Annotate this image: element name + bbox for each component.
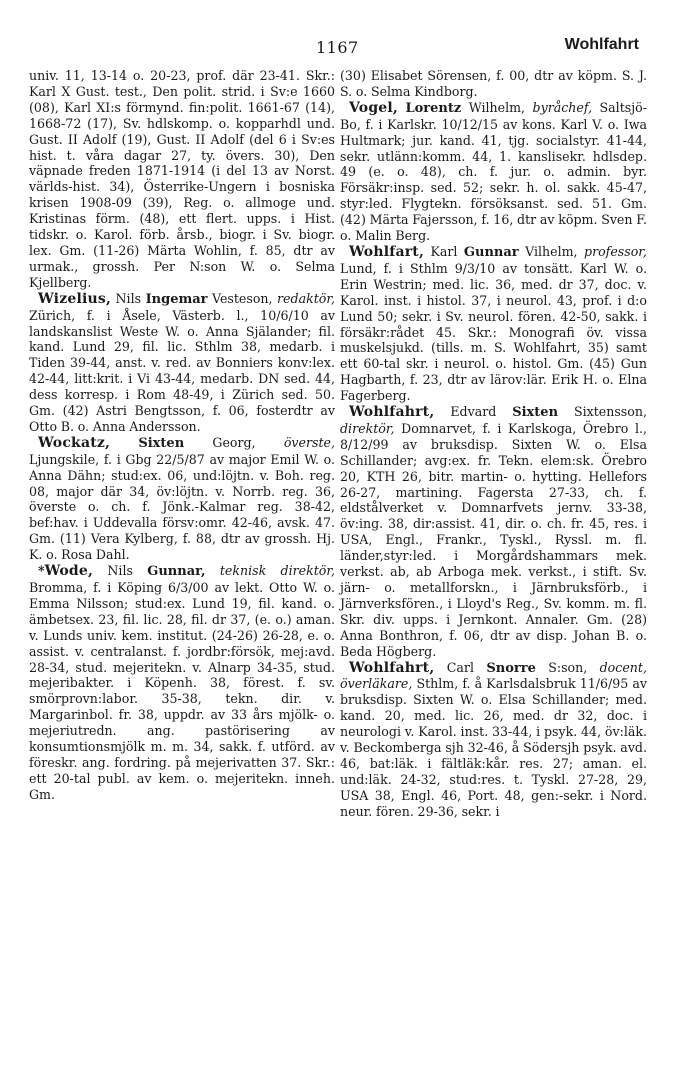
- entry-surname: Wohlfahrt,: [349, 659, 435, 676]
- entry-title: direktör,: [340, 420, 395, 436]
- entry-given-name: Carl Snorre S:son,: [446, 659, 588, 676]
- entry-surname: Wohlfahrt,: [349, 404, 435, 421]
- entry-continuation: [340, 68, 647, 100]
- entry-text: Bromma, f. i Köping 6/3/00 av lekt. Otto W. o. Emma Nilsson; stud:ex. Lund 19, fil. kand. o. ämbetsex. 23, fil. lic. 28, fil. dr 37, (e. o.) aman. v. Lunds univ. kem. institut. (24-26) 26-28, e. o. assist. v. centralanst. f. jordbr:försök, mej:avd. 28-34, stud. mejeritekn. v. Alnarp 34-35, stud. mejeribakter. i Köpenh. 38, förest. f. sv. smörprovn:labor. 35-38, tekn. dir. v. Margarinbol. fr. 38, uppdr. av 33 års mjölk- o. mejeriutredn. ang. pastörisering av konsumtionsmjölk m. m. 34, sakk. f. utförd. av föreskr. ang. fordring. på mejerivatten 37. Skr.: ett 20-tal publ. av kem. o. mejeritekn. inneh. Gm.: [29, 580, 335, 802]
- entry-text: Saltsjö-Bo, f. i Karlskr. 10/12/15 av kons. Karl V. o. Iwa Hultmark; jur. kand. 41, tjg. socialstyr. 41-44, sekr. utlänn:komm. 44, 1. kanslisekr. hdlsdep. 49 (e. o. 48), ch. f. jur. o. admin. byr. Försäkr:insp. sed. 52; sekr. h. ol. sakk. 45-47, styr:led. Flygtekn. försöksanst. sed. 51. Gm. (42) Märta Fajersson, f. 16, dtr av köpm. Sven F. o. Malin Berg.: [340, 99, 647, 244]
- entry-text: Lund, f. i Sthlm 9/3/10 av tonsätt. Karl W. o. Erin Westrin; med. lic. 36, med. dr 37, doc. v. Karol. inst. i histol. 37, i neurol. 43, prof. i d:o Lund 50; sekr. i Sv. neurol. fören. 42-50, sakk. i försäkr:rådet 45. Skr.: Monografi öv. vissa muskelsjukd. (tills. m. S. Wohlfahrt, 35) samt ett 60-tal skr. i neurol. o. histol. Gm. (45) Gun Hagbarth, f. 23, dtr av lärov:lär. Erik H. o. Elna Fagerberg.: [340, 260, 647, 404]
- entry-given-name: Nils Gunnar,: [107, 563, 206, 580]
- entry-text: Ljungskile, f. i Gbg 22/5/87 av major Emil W. o. Anna Dähn; stud:ex. 06, und:löjtn. v. Boh. reg. 08, major där 34, öv:löjtn. v. Norrb. reg. 36, överste o. ch. f. Jönk.-Kalmar reg. 38-42, bef:hav. i Uddevalla försv:omr. 42-46, avsk. 47. Gm. (11) Vera Kylberg, f. 88, dtr av grossh. Hj. K. o. Rosa Dahl.: [29, 451, 335, 563]
- entry-given-name: Karl Gunnar Vilhelm,: [430, 243, 578, 260]
- entry-title: överste,: [283, 434, 335, 450]
- entry-given-name: Lorentz Wilhelm,: [405, 99, 526, 116]
- entry-surname: Wohlfart,: [349, 243, 425, 260]
- entry-title: professor,: [584, 243, 647, 259]
- entry-wizelius: [29, 291, 335, 435]
- entry-surname: Wockatz,: [38, 434, 111, 451]
- entry-vogel: [340, 100, 647, 244]
- entry-surname: Vogel,: [349, 99, 399, 116]
- entry-wode: [29, 563, 335, 803]
- running-head: Wohlfahrt: [564, 36, 639, 53]
- entry-wohlfart-gunnar: [340, 244, 647, 404]
- entry-wohlfahrt-sixten: [340, 404, 647, 660]
- right-column: [340, 68, 647, 820]
- page-number: 1167: [316, 38, 359, 57]
- entry-title: redaktör,: [277, 290, 335, 306]
- entry-title: docent, överläkare,: [340, 659, 647, 692]
- entry-text: (30) Elisabet Sörensen, f. 00, dtr av köpm. S. J. S. o. Selma Kindborg.: [340, 68, 647, 99]
- entry-text: univ. 11, 13-14 o. 20-23, prof. där 23-41. Skr.: Karl X Gust. test., Den polit. strid. i Sv:e 1660 (08), Karl XI:s förmynd. fin:polit. 1661-67 (14), 1668-72 (17), Sv. hdlskomp. o. kopparhdl und. Gust. II Adolf (19), Gust. II Adolf (del 6 i Sv:es hist. t. våra dagar 27, ty. övers. 30), Den väpnade freden 1871-1914 (i del 13 av Norst. världs-hist. 34), Österrike-Ungern i bosniska krisen 1908-09 (39), Reg. o. allmoge und. Kristinas förm. (48), ett flert. upps. i Hist. tidskr. o. Karol. förb. årsb., biogr. i Sv. biogr. lex. Gm. (11-26) Märta Wohlin, f. 85, dtr av urmak., grossh. Per N:son W. o. Selma Kjellberg.: [29, 68, 335, 290]
- entry-text: Sthlm, f. å Karlsdalsbruk 11/6/95 av bruksdisp. Sixten W. o. Elsa Schillander; med. kand. 20, med. lic. 26, med. dr 32, doc. i neurologi v. Karol. inst. 33-44, i psyk. 44, öv:läk. v. Beckomberga sjh 32-46, å Södersjh psyk. avd. 46, bat:läk. i fältläk:kår. res. 27; aman. el. und:läk. 24-32, stud:res. t. Tyskl. 27-28, 29, USA 38, Engl. 46, Port. 48, gen:-sekr. i Nord. neur. fören. 29-36, sekr. i: [340, 676, 647, 819]
- entry-text: Zürich, f. i Åsele, Västerb. l., 10/6/10 av landskanslist Weste W. o. Anna Själander; fil. kand. Lund 29, fil. lic. Sthlm 38, medarb. i Tiden 39-44, anst. v. red. av Bonniers konv:lex. 42-44, litt:krit. i Vi 43-44, medarb. DN sed. 44, dess korresp. i Rom 48-49, i Zürich sed. 50. Gm. (42) Astri Bengtsson, f. 06, fosterdtr av Otto B. o. Anna Andersson.: [29, 307, 335, 434]
- entry-given-name: Edvard Sixten Sixtensson,: [450, 404, 647, 421]
- entry-given-name: Sixten Georg,: [138, 434, 256, 451]
- entry-title: byråchef,: [532, 99, 593, 115]
- star-marker: *: [38, 563, 45, 579]
- entry-text: Domnarvet, f. i Karlskoga, Örebro l., 8/12/99 av bruksdisp. Sixten W. o. Elsa Schillander; avg:ex. fr. Tekn. elem:sk. Örebro 20, KTH 26, bitr. martin- o. hytting. Hellefors 26-27, martining. Fagersta 27-33, ch. f. eldstålverket v. Domnarfvets jernv. 33-38, öv:ing. 38, dir:assist. 41, dir. o. ch. fr. 45, res. i USA, Engl., Frankr., Tyskl., Ryssl. m. fl. länder,styr:led. i Morgårdshammars mek. verkst. ab, ab Arboga mek. verkst., i stift. Sv. järn- o. metallforskn., i Järnbruksförb., i Järnverksfören., i Lloyd's Reg., Sv. komm. m. fl. Skr. div. upps. i Jernkont. Annaler. Gm. (28) Anna Bonthron, f. 06, dtr av disp. Johan B. o. Beda Högberg.: [340, 420, 647, 659]
- left-column: [29, 68, 335, 803]
- entry-wohlfahrt-snorre: [340, 660, 647, 820]
- entry-given-name: Nils Ingemar Vesteson,: [115, 290, 273, 307]
- entry-surname: Wizelius,: [38, 290, 112, 307]
- entry-wockatz: [29, 435, 335, 563]
- page-header: [0, 0, 680, 60]
- entry-title: teknisk direktör,: [219, 563, 335, 579]
- entry-surname: Wode,: [44, 563, 94, 580]
- entry-continuation: [29, 68, 335, 291]
